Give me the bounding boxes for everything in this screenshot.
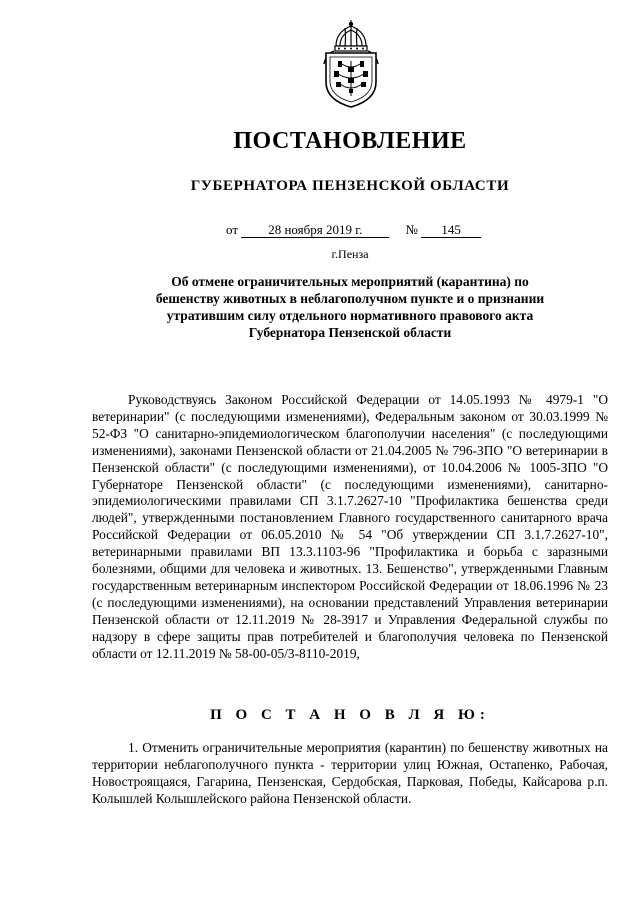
- date-number-line: [226, 222, 481, 238]
- document-date: 28 ноября 2019 г.: [241, 223, 389, 238]
- decree-heading: П О С Т А Н О В Л Я Ю:: [210, 707, 490, 723]
- document-title: Об отмене ограничительных мероприятий (карантина) по бешенству животных в неблагополучном пункте и о признании утратившим силу отдельного нормативного правового акта Губернатора Пензенской области: [155, 274, 545, 340]
- document-number: 145: [421, 223, 481, 238]
- preamble-paragraph: Руководствуясь Законом Российской Федерации от 14.05.1993 № 4979-1 "О ветеринарии" (с последующими изменениями), Федеральным законом от 30.03.1999 № 52-ФЗ "О санитарно-эпидемиологическом благополучии населения" (с последующими изменениями), законами Пензенской области от 21.04.2005 № 796-ЗПО "О ветеринарии в Пензенской области" (с последующими изменениями), от 10.04.2006 № 1005-ЗПО "О Губернаторе Пензенской области" (с последующими изменениями), санитарно-эпидемиологическими правилами СП 3.1.7.2627-10 "Профилактика бешенства среди людей", утвержденными постановлением Главного государственного санитарного врача Российской Федерации от 06.05.2010 № 54 "Об утверждении СП 3.1.7.2627-10", ветеринарными правилами ВП 13.3.1103-96 "Профилактика и борьба с заразными болезнями, общими для человека и животных. 13. Бешенство", утвержденными Главным государственным ветеринарным инспектором Российской Федерации от 18.06.1996 № 23 (с последующими изменениями), на основании представлений Управления ветеринарии Пензенской области от 12.11.2019 № 28-3917 и Управления Федеральной службы по надзору в сфере защиты прав потребителей и благополучия человека по Пензенской области от 12.11.2019 № 58-00-05/3-8110-2019,: [92, 392, 608, 661]
- issuer-heading: ГУБЕРНАТОРА ПЕНЗЕНСКОЙ ОБЛАСТИ: [190, 178, 510, 194]
- decree-item: 1. Отменить ограничительные мероприятия (карантин) по бешенству животных на территории неблагополучного пункта - территории улиц Южная, Остапенко, Рабочая, Новостроящаяся, Гагарина, Пензенская, Сердобская, Парковая, Победы, Кайсарова р.п. Колышлей Колышлейского района Пензенской области.: [92, 740, 608, 806]
- number-prefix: №: [405, 222, 418, 237]
- date-prefix: от: [226, 222, 239, 237]
- city-label: г.Пенза: [331, 247, 369, 261]
- document-type-heading: ПОСТАНОВЛЕНИЕ: [233, 128, 467, 154]
- coat-of-arms-penza-icon: [318, 20, 384, 108]
